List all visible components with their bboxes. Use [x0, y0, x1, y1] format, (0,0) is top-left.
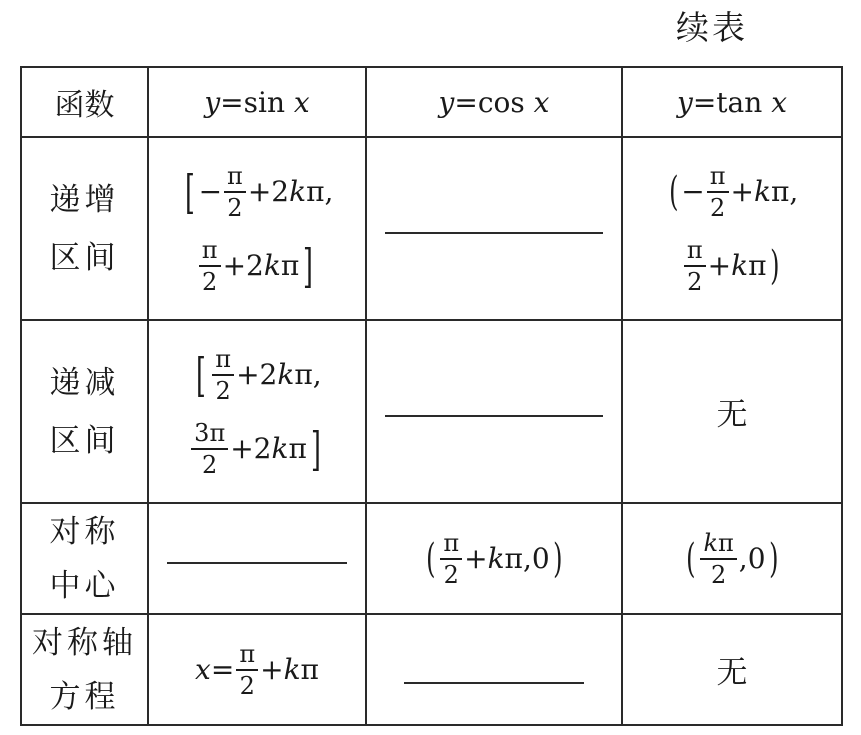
answer-blank: [385, 415, 603, 417]
header-sin: y=sin x: [148, 67, 366, 137]
label-center-2: 中心: [49, 567, 120, 604]
row-symmetry-axis: [21, 614, 842, 725]
label-axis-2: 方程: [49, 678, 120, 715]
header-function: 函数: [21, 67, 148, 137]
header-cos: y=cos x: [366, 67, 622, 137]
answer-blank: [404, 682, 584, 684]
answer-blank: [385, 232, 603, 234]
sin-center-blank: [148, 503, 366, 614]
label-increasing-1: 递增: [49, 181, 120, 218]
tan-axis-none: 无: [622, 614, 842, 725]
label-axis-1: 对称轴: [32, 624, 137, 661]
sin-decreasing-interval: [ $\frac{\pi}{2}$ +2 k π, $\frac{3\pi}{2}$ +2 k π ]: [148, 320, 366, 503]
label-increasing-2: 区间: [49, 239, 120, 276]
cos-decreasing-blank: [366, 320, 622, 503]
cos-axis-blank: [366, 614, 622, 725]
sin-axis-equation: x = $\frac{\pi}{2}$ + k π: [148, 614, 366, 725]
label-decreasing-2: 区间: [49, 422, 120, 459]
label-increasing: [21, 137, 148, 320]
tan-center: ( $\frac{k\pi}{2}$ ,0 ): [622, 503, 842, 614]
sin-increasing-interval: [ − $\frac{\pi}{2}$ +2 k π, $\frac{\pi}{2}$ +2 k π ]: [148, 137, 366, 320]
header-row: [21, 67, 842, 137]
cos-center: ( $\frac{\pi}{2}$ + k π,0 ): [366, 503, 622, 614]
row-increasing: [21, 137, 842, 320]
trig-properties-table: [20, 66, 843, 726]
table-title: 续表: [676, 8, 748, 47]
label-center-1: 对称: [49, 513, 120, 550]
row-decreasing: [21, 320, 842, 503]
tan-increasing-interval: ( − $\frac{\pi}{2}$ + k π, $\frac{\pi}{2}$ + k π ): [622, 137, 842, 320]
row-symmetry-center: [21, 503, 842, 614]
cos-increasing-blank: [366, 137, 622, 320]
label-decreasing-1: 递减: [49, 364, 120, 401]
label-decreasing: [21, 320, 148, 503]
answer-blank: [167, 562, 347, 564]
label-axis: [21, 614, 148, 725]
label-center: [21, 503, 148, 614]
tan-decreasing-none: 无: [622, 320, 842, 503]
header-tan: y=tan x: [622, 67, 842, 137]
